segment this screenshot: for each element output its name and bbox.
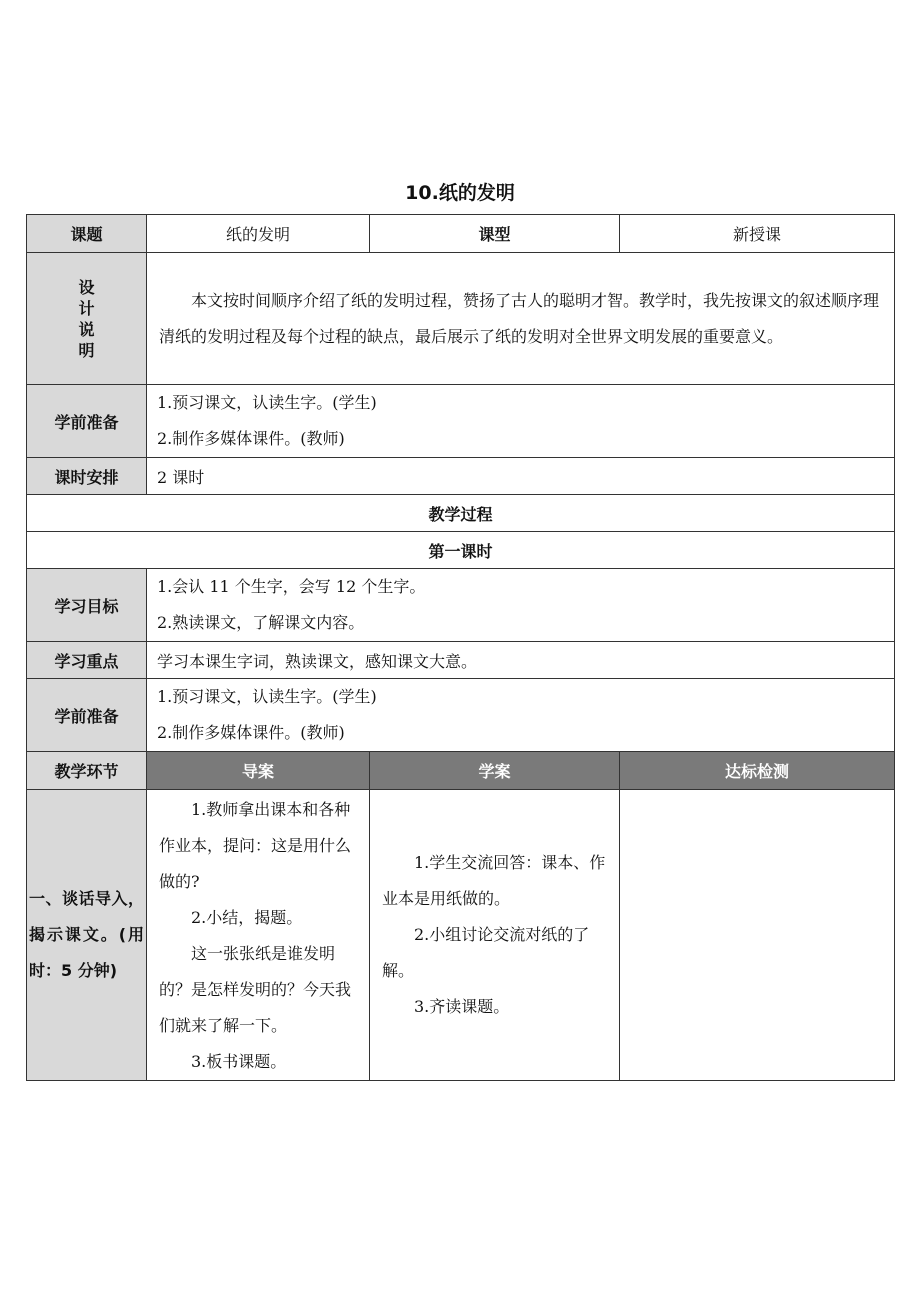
design-row xyxy=(27,253,895,385)
process-heading-row xyxy=(27,495,895,532)
lesson-prep-label: 学前准备 xyxy=(27,679,147,752)
goal-cell xyxy=(147,569,895,642)
design-label: 设计说明 xyxy=(78,277,95,360)
lesson-heading-row xyxy=(27,532,895,569)
focus-value: 学习本课生字词，熟读课文，感知课文大意。 xyxy=(147,642,895,679)
guide-step: 3.板书课题。 xyxy=(191,1052,287,1071)
prep-item: 1.预习课文，认读生字。(学生) xyxy=(157,393,377,412)
lesson-prep-cell xyxy=(147,679,895,752)
schedule-label: 课时安排 xyxy=(27,458,147,495)
design-text: 本文按时间顺序介绍了纸的发明过程，赞扬了古人的聪明才智。教学时，我先按课文的叙述顺序理清纸的发明过程及每个过程的缺点，最后展示了纸的发明对全世界文明发展的重要意义。 xyxy=(159,290,880,346)
prep-item: 2.制作多媒体课件。(教师) xyxy=(157,429,345,448)
lesson-prep-item: 1.预习课文，认读生字。(学生) xyxy=(157,687,377,706)
goal-item: 1.会认 11 个生字，会写 12 个生字。 xyxy=(157,577,426,596)
type-value: 新授课 xyxy=(620,215,895,253)
study-step: 1.学生交流回答：课本、作业本是用纸做的。 xyxy=(382,853,606,908)
focus-row xyxy=(27,642,895,679)
guide-cell xyxy=(147,790,370,1081)
design-cell xyxy=(147,253,895,385)
schedule-value: 2 课时 xyxy=(147,458,895,495)
schedule-row xyxy=(27,458,895,495)
guide-step: 2.小结，揭题。 xyxy=(191,908,303,927)
stage-column-header: 教学环节 xyxy=(27,752,147,790)
design-label-cell xyxy=(27,253,147,385)
type-label: 课型 xyxy=(370,215,620,253)
page-title: 10.纸的发明 xyxy=(405,182,515,204)
guide-column-header: 导案 xyxy=(147,752,370,790)
focus-label: 学习重点 xyxy=(27,642,147,679)
lesson-prep-item: 2.制作多媒体课件。(教师) xyxy=(157,723,345,742)
guide-step: 1.教师拿出课本和各种作业本，提问：这是用什么做的? xyxy=(159,800,352,891)
topic-value: 纸的发明 xyxy=(147,215,370,253)
prep-label: 学前准备 xyxy=(27,385,147,458)
stage-row xyxy=(27,790,895,1081)
goal-label: 学习目标 xyxy=(27,569,147,642)
topic-row xyxy=(27,215,895,253)
topic-label: 课题 xyxy=(27,215,147,253)
process-heading: 教学过程 xyxy=(27,495,895,532)
goal-row xyxy=(27,569,895,642)
lesson-heading: 第一课时 xyxy=(27,532,895,569)
lesson-prep-row xyxy=(27,679,895,752)
study-cell xyxy=(370,790,620,1081)
column-header-row xyxy=(27,752,895,790)
check-cell xyxy=(620,790,895,1081)
study-column-header: 学案 xyxy=(370,752,620,790)
lesson-plan-table xyxy=(26,214,895,1081)
prep-cell xyxy=(147,385,895,458)
goal-item: 2.熟读课文，了解课文内容。 xyxy=(157,613,365,632)
guide-step: 这一张张纸是谁发明的？是怎样发明的？今天我们就来了解一下。 xyxy=(159,944,352,1035)
study-step: 2.小组讨论交流对纸的了解。 xyxy=(382,925,590,980)
prep-row xyxy=(27,385,895,458)
study-step: 3.齐读课题。 xyxy=(414,997,510,1016)
check-column-header: 达标检测 xyxy=(620,752,895,790)
stage-name: 一、谈话导入，揭示课文。(用时：5 分钟) xyxy=(27,790,147,1081)
